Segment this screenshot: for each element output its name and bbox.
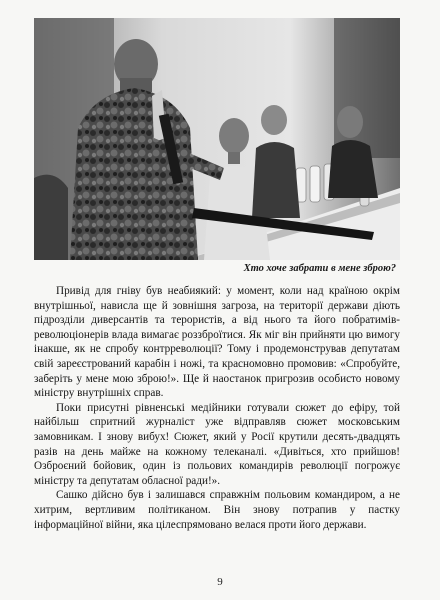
paragraph: Поки присутні рівненські медійники готували сюжет до ефіру, той найбільш спритний журналіст уже відправляв сюжет московським замовникам. І знову вибух! Сюжет, який у Росії крутили десять-двадцять разів на день майже на кожному телеканалі. «Дивіться, хто прийшов! Озброєний бойовик, один із польових командирів революції погрожує міністру та депутатам обласної ради!».	[34, 401, 400, 487]
paragraph: Привід для гніву був неабиякий: у момент, коли над країною окрім внутрішньої, нависла ще й зовнішня загроза, на території держави діють підрозділи диверсантів та терористів, а від нього та його побратимів-революціонерів влада вимагає роззброїтися. Як міг він прийняти цю вимогу інакше, як не спробу контрреволюції? Тому і продемонстрував депутатам свій зареєстрований карабін і ножі, та красномовно промовив: «Спробуйте, заберіть у мене мою зброю!». Ще й наостанок пригрозив особисто новому міністру внутрішніх справ.	[34, 285, 400, 400]
body-text	[34, 284, 400, 532]
page-number: 9	[217, 576, 223, 588]
photo-caption: Хто хоче забрати в мене зброю?	[243, 263, 396, 274]
photo	[34, 18, 400, 260]
paragraph: Сашко дійсно був і залишався справжнім польовим командиром, а не хитрим, вертливим політиканом. Він знову потрапив у пастку інформаційної війни, яка цілеспрямовано велася проти його держави.	[34, 489, 400, 531]
photo-image	[34, 18, 400, 260]
